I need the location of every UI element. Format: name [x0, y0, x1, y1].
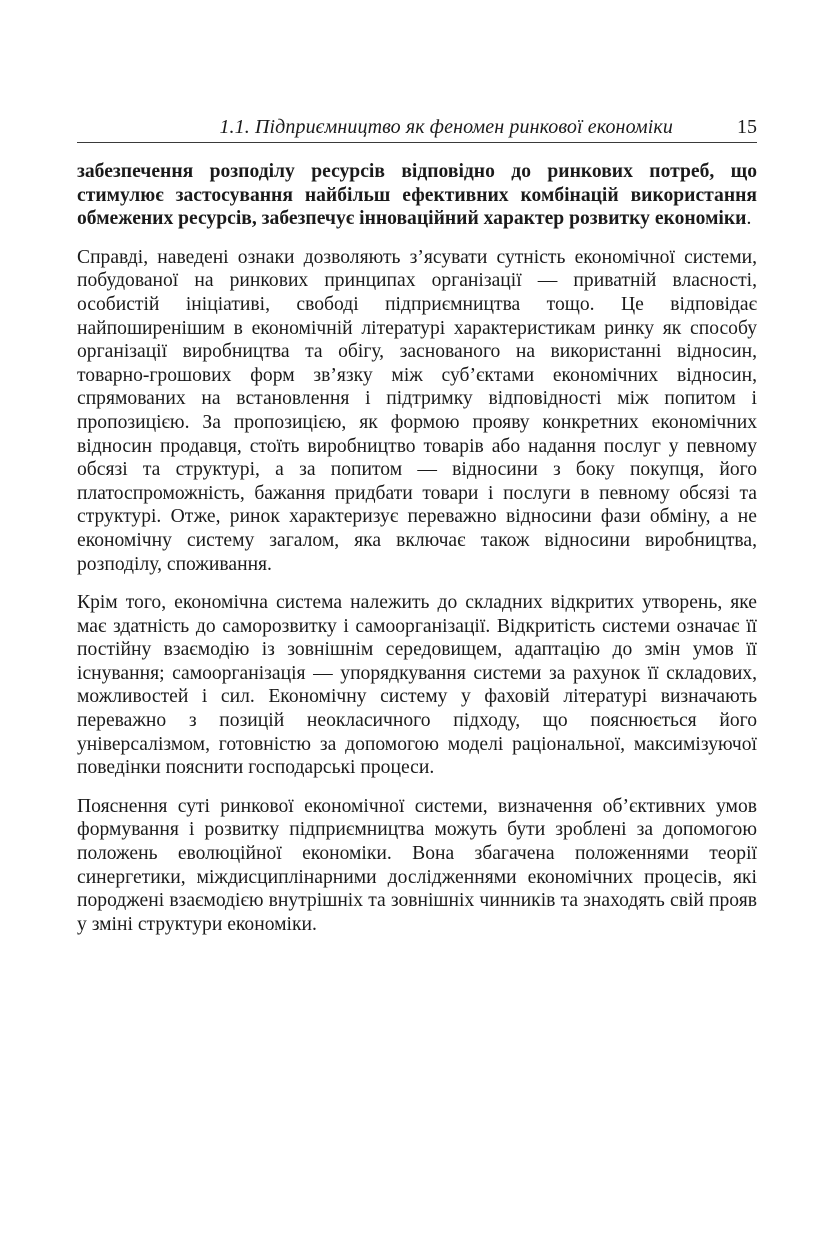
running-header: [77, 112, 757, 143]
running-title: 1.1. Підприємництво як феномен ринкової економіки: [219, 116, 673, 138]
paragraph-open-system: Крім того, економічна система належить до складних відкритих утворень, яке має здатність до саморозвитку і самоорганізації. Відкритість системи означає її постійну взаємодію із зовнішнім середовищем, адаптацію до змін умов її існування; самоорганізація — упорядкування системи за рахунок її складових, можливостей і сил. Економічну систему у фаховій літературі визначають переважно з позицій неокласичного підходу, що пояснюється його універсалізмом, готовністю за допомогою моделі раціональної, максимізуючої поведінки пояснити господарські процеси.: [77, 592, 757, 779]
bold-emphasis-text: забезпечення розподілу ресурсів відповідно до ринкових потреб, що стимулює застосування найбільш ефективних комбінацій використання обмежених ресурсів, забезпечує інноваційний характер розвитку економіки: [77, 161, 757, 230]
paragraph-bold-lead: [77, 160, 757, 231]
paragraph-market-system: Справді, наведені ознаки дозволяють з’ясувати сутність економічної системи, побудованої на ринкових принципах організації — приватній власності, особистій ініціативі, свободі підприємництва тощо. Це відповідає найпоширенішим в економічній літературі характеристикам ринку як способу організації виробництва та обігу, заснованого на використанні відносин, товарно-грошових форм зв’язку між суб’єктами економічних відносин, спрямованих на встановлення і підтримку відповідності між попитом і пропозицією. За пропозицією, як формою прояву конкретних економічних відносин продавця, стоїть виробництво товарів або надання послуг у певному обсязі та структурі, а за попитом — відносини з боку покупця, його платоспроможність, бажання придбати товари і послуги в певному обсязі та структурі. Отже, ринок характеризує переважно відносини фази обміну, а не економічну систему загалом, яка включає також відносини виробництва, розподілу, споживання.: [77, 246, 757, 575]
paragraph-evolutionary-economics: Пояснення суті ринкової економічної системи, визначення об’єктивних умов формування і розвитку підприємництва можуть бути зроблені за допомогою положень еволюційної економіки. Вона збагачена положеннями теорії синергетики, міждисциплінарними дослідженнями економічних процесів, які породжені взаємодією внутрішніх та зовнішніх чинників та знаходять свій прояв у зміні структури економіки.: [77, 795, 757, 935]
book-page: [77, 112, 757, 936]
paragraph-end-punctuation: .: [746, 208, 752, 230]
page-number: 15: [737, 116, 757, 138]
